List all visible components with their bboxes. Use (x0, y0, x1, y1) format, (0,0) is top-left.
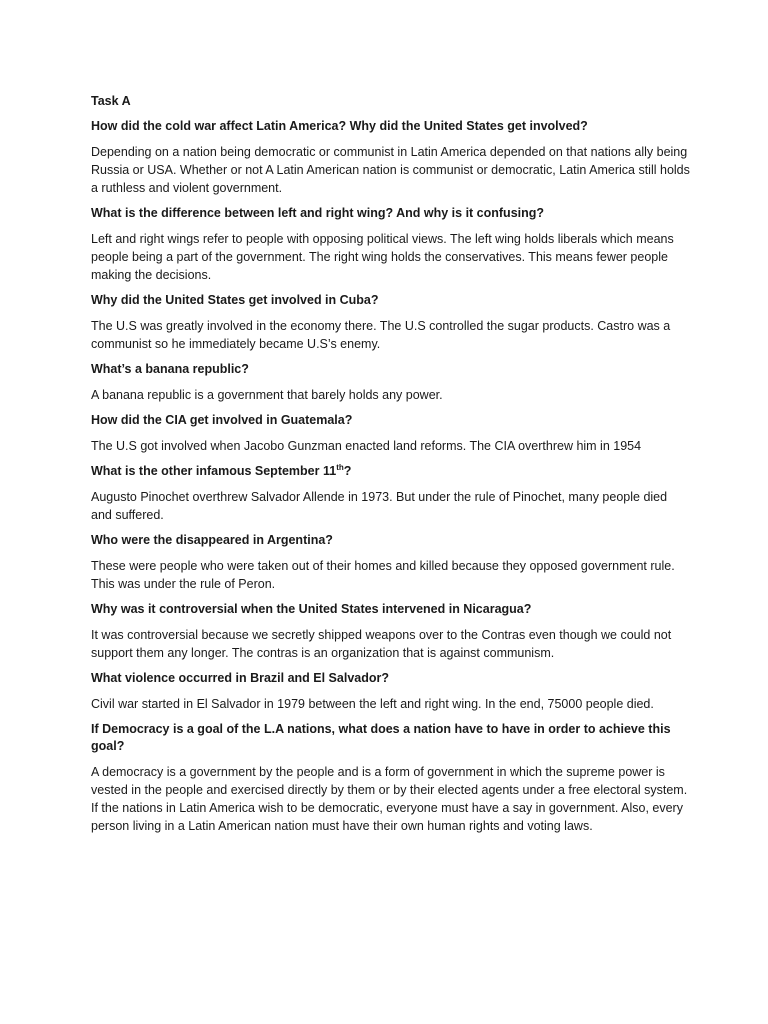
question-5: How did the CIA get involved in Guatemala? (91, 413, 353, 427)
answer-3: The U.S was greatly involved in the economy there. The U.S controlled the sugar products. Castro was a communist so he immediately became U.S’s enemy. (91, 319, 671, 351)
answer-7: These were people who were taken out of their homes and killed because they opposed government rule. This was under the rule of Peron. (91, 559, 675, 591)
qa-item-1 (91, 118, 691, 197)
question-8: Why was it controversial when the United States intervened in Nicaragua? (91, 602, 532, 616)
question-2: What is the difference between left and right wing? And why is it confusing? (91, 206, 545, 220)
question-7: Who were the disappeared in Argentina? (91, 533, 333, 547)
answer-4: A banana republic is a government that barely holds any power. (91, 388, 443, 402)
answer-8: It was controversial because we secretly shipped weapons over to the Contras even though we could not support them any longer. The contras is an organization that is against communism. (91, 628, 672, 660)
answer-6: Augusto Pinochet overthrew Salvador Allende in 1973. But under the rule of Pinochet, many people died and suffered. (91, 490, 668, 522)
qa-item-4 (91, 361, 691, 404)
answer-5: The U.S got involved when Jacobo Gunzman enacted land reforms. The CIA overthrew him in 1954 (91, 439, 642, 453)
question-4: What’s a banana republic? (91, 362, 249, 376)
qa-item-7 (91, 532, 691, 593)
qa-item-10 (91, 721, 691, 835)
answer-10: A democracy is a government by the people and is a form of government in which the supreme power is vested in the people and exercised directly by them or by their elected agents under a free electoral system. If the nations in Latin America wish to be democratic, everyone must have a say in government. Also, every person living in a Latin American nation must have their own human rights and voting laws. (91, 765, 688, 833)
qa-item-5 (91, 412, 691, 455)
question-6 (91, 463, 691, 480)
question-6-end: ? (343, 464, 352, 478)
answer-9: Civil war started in El Salvador in 1979 between the left and right wing. In the end, 75000 people died. (91, 697, 654, 711)
document-page (91, 93, 691, 843)
question-6-superscript: th (336, 462, 344, 472)
qa-item-9 (91, 670, 691, 713)
question-6-text: What is the other infamous September 11 (91, 464, 337, 478)
answer-1: Depending on a nation being democratic or communist in Latin America depended on that nations ally being Russia or USA. Whether or not A Latin American nation is communist or democratic, Latin America still holds a ruthless and violent government. (91, 145, 690, 195)
question-1: How did the cold war affect Latin America? Why did the United States get involved? (91, 119, 588, 133)
task-title: Task A (91, 94, 131, 108)
qa-item-6 (91, 463, 691, 524)
qa-item-8 (91, 601, 691, 662)
question-3: Why did the United States get involved in Cuba? (91, 293, 379, 307)
question-10: If Democracy is a goal of the L.A nations, what does a nation have to have in order to achieve this goal? (91, 722, 671, 753)
qa-item-3 (91, 292, 691, 353)
question-9: What violence occurred in Brazil and El Salvador? (91, 671, 389, 685)
qa-item-2 (91, 205, 691, 284)
answer-2: Left and right wings refer to people with opposing political views. The left wing holds liberals which means people being a part of the government. The right wing holds the conservatives. This means fewer people making the decisions. (91, 232, 674, 282)
